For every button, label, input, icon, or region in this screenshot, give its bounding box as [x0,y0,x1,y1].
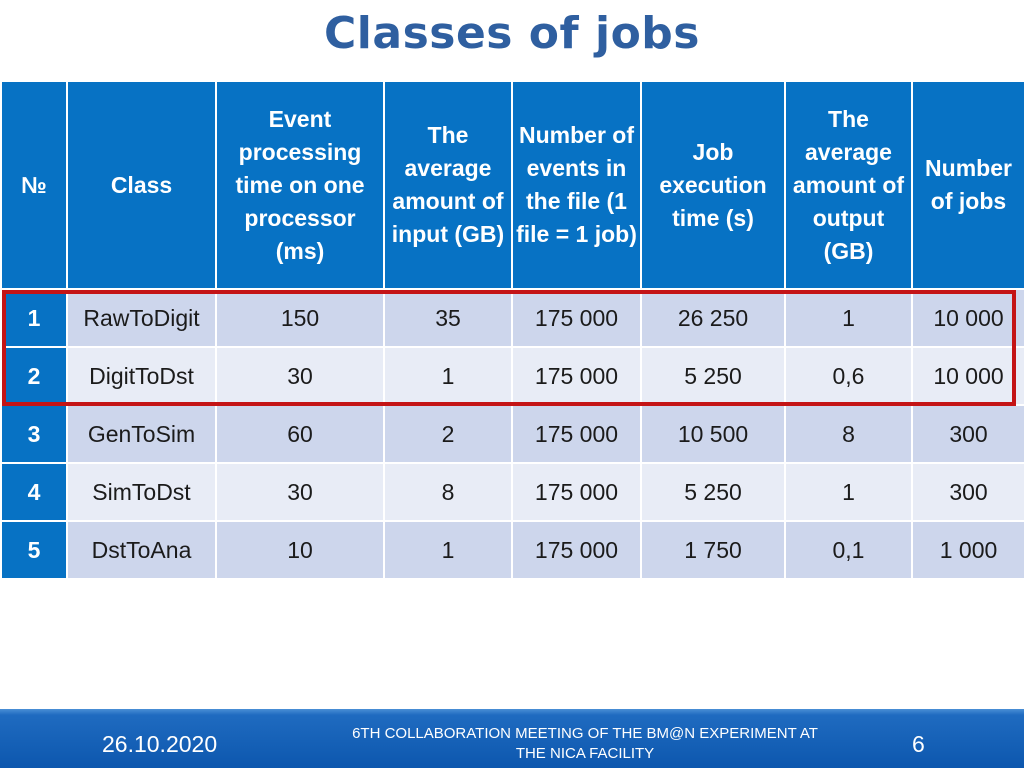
output-amount-cell: 1 [785,463,912,521]
row-number: 4 [1,463,67,521]
footer-meeting-line: 6TH COLLABORATION MEETING OF THE BM@N EXPERIMENT AT [352,725,818,742]
input-amount-cell: 1 [384,521,512,579]
jobs-count-cell: 1 000 [912,521,1024,579]
execution-time-cell: 5 250 [641,463,785,521]
input-amount-cell: 1 [384,347,512,405]
input-amount-cell: 2 [384,405,512,463]
output-amount-cell: 0,1 [785,521,912,579]
execution-time-cell: 26 250 [641,289,785,347]
jobs-table [0,80,1024,580]
jobs-count-cell: 300 [912,405,1024,463]
output-amount-cell: 1 [785,289,912,347]
events-cell: 175 000 [512,405,641,463]
header-class: Class [67,81,216,289]
header-average-input: The average amount of input (GB) [384,81,512,289]
jobs-count-cell: 10 000 [912,289,1024,347]
input-amount-cell: 35 [384,289,512,347]
table-row [1,463,1024,521]
jobs-count-cell: 10 000 [912,347,1024,405]
class-cell: GenToSim [67,405,216,463]
input-amount-cell: 8 [384,463,512,521]
footer-meeting-title [320,724,850,764]
class-cell: SimToDst [67,463,216,521]
processing-time-cell: 30 [216,463,384,521]
row-number: 3 [1,405,67,463]
execution-time-cell: 1 750 [641,521,785,579]
events-cell: 175 000 [512,347,641,405]
header-job-execution-time: Job execution time (s) [641,81,785,289]
header-average-output: The average amount of output (GB) [785,81,912,289]
row-number: 2 [1,347,67,405]
header-events-in-file: Number of events in the file (1 file = 1 job) [512,81,641,289]
output-amount-cell: 0,6 [785,347,912,405]
class-cell: DstToAna [67,521,216,579]
events-cell: 175 000 [512,521,641,579]
class-cell: RawToDigit [67,289,216,347]
footer-meeting-line: THE NICA FACILITY [515,745,655,762]
events-cell: 175 000 [512,289,641,347]
table-row [1,289,1024,347]
row-number: 5 [1,521,67,579]
page-number: 6 [912,731,925,757]
processing-time-cell: 10 [216,521,384,579]
row-number: 1 [1,289,67,347]
execution-time-cell: 5 250 [641,347,785,405]
slide-title: Classes of jobs [324,8,700,59]
events-cell: 175 000 [512,463,641,521]
processing-time-cell: 30 [216,347,384,405]
output-amount-cell: 8 [785,405,912,463]
table-header-row [1,81,1024,289]
table-row [1,521,1024,579]
table-row [1,347,1024,405]
table-row [1,405,1024,463]
footer-date: 26.10.2020 [102,731,218,757]
processing-time-cell: 60 [216,405,384,463]
jobs-count-cell: 300 [912,463,1024,521]
execution-time-cell: 10 500 [641,405,785,463]
header-number-of-jobs: Number of jobs [912,81,1024,289]
header-event-processing-time: Event processing time on one processor (ms) [216,81,384,289]
class-cell: DigitToDst [67,347,216,405]
processing-time-cell: 150 [216,289,384,347]
header-number: № [1,81,67,289]
